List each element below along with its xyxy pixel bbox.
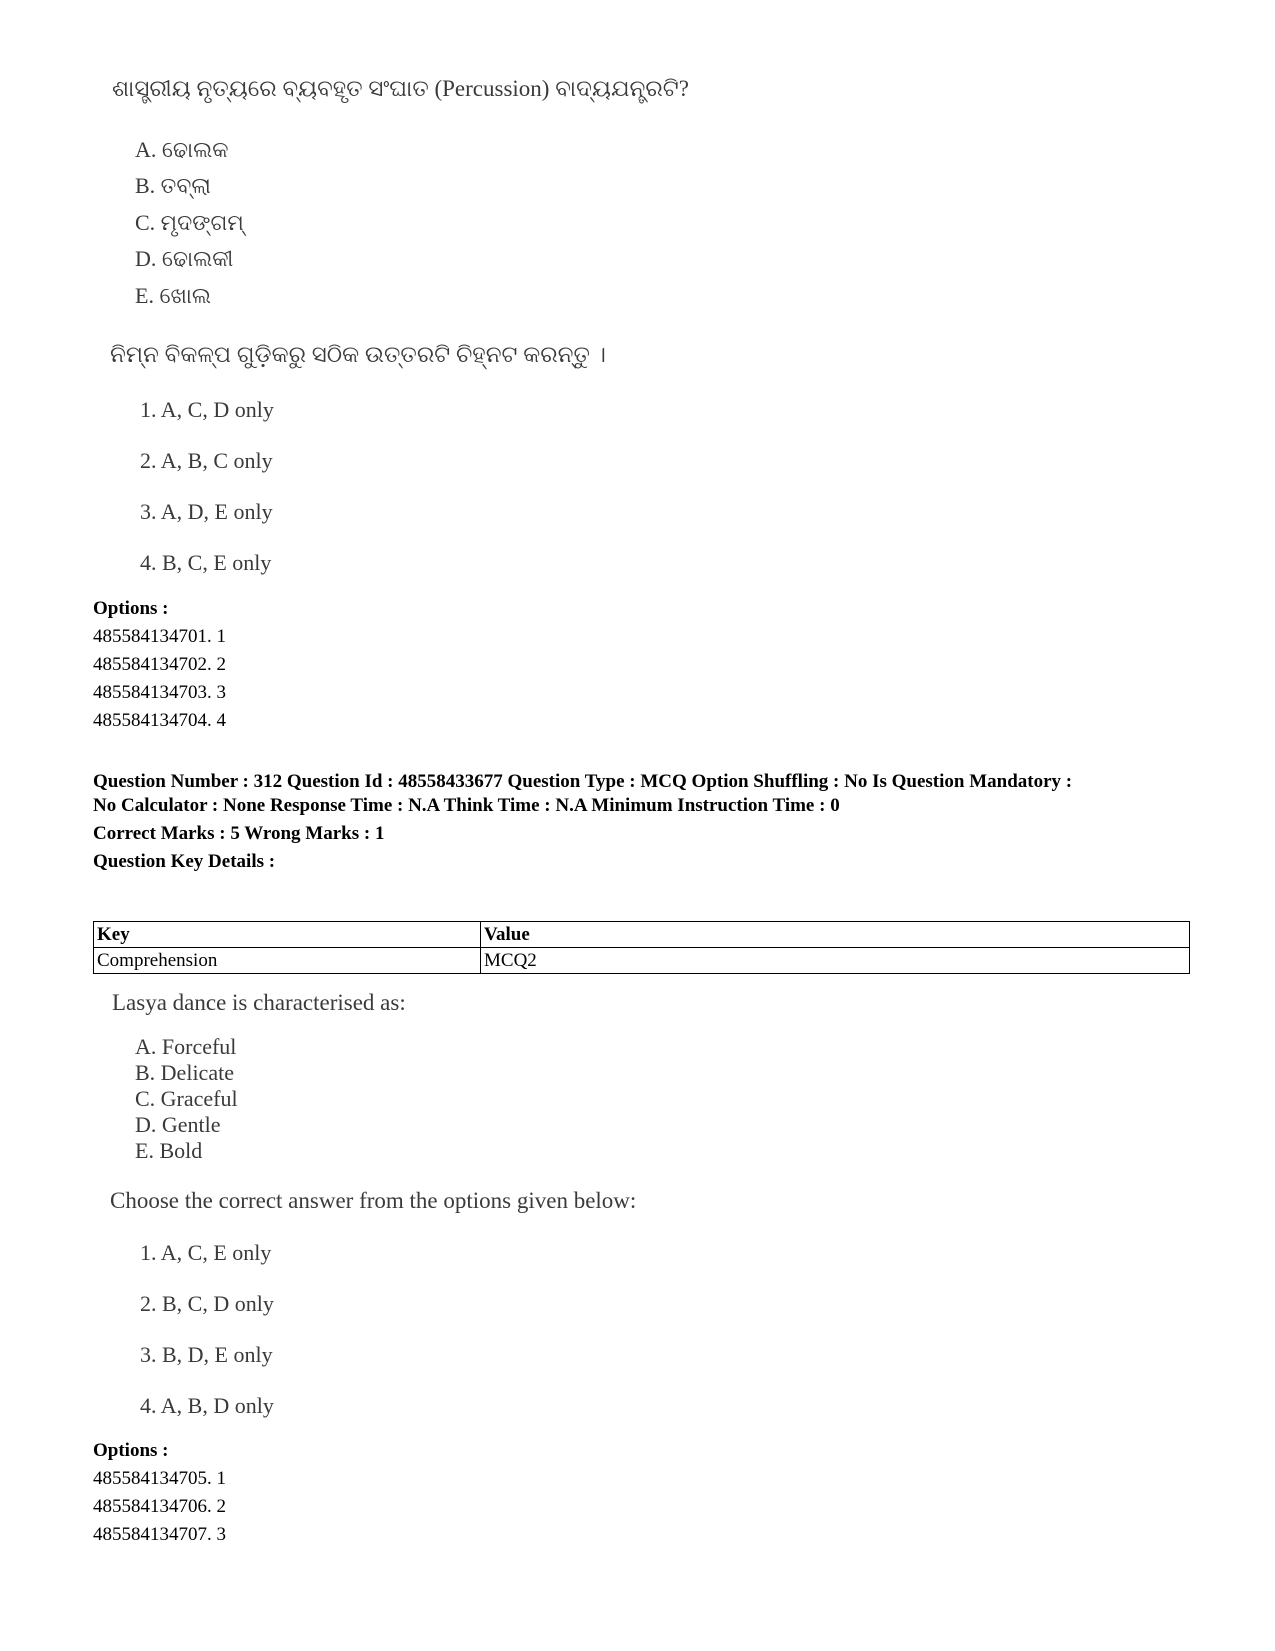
q1-choice-2: 2. A, B, C only — [140, 448, 273, 473]
q2-choice-1: 1. A, C, E only — [140, 1240, 272, 1265]
q2-question-text: Lasya dance is characterised as: — [112, 990, 406, 1015]
q2-item-b: B. Delicate — [135, 1060, 234, 1085]
q1-options-label: Options : — [93, 598, 169, 619]
q1-item-c: C. ମୃଦଙ୍ଗମ୍ — [135, 210, 244, 235]
q1-choice-1: 1. A, C, D only — [140, 397, 274, 422]
question-key-table — [93, 921, 1190, 974]
q2-meta-line-1: Question Number : 312 Question Id : 48558433677 Question Type : MCQ Option Shuffling : No Is Question Mandatory : — [93, 771, 1073, 792]
key-table-header-row — [94, 922, 1190, 948]
q2-choice-2: 2. B, C, D only — [140, 1291, 274, 1316]
q2-choice-4: 4. A, B, D only — [140, 1393, 274, 1418]
key-cell: Comprehension — [94, 948, 481, 974]
q1-instruction: ନିମ୍ନ ବିକଳ୍ପ ଗୁଡ଼ିକରୁ ସଠିକ ଉତ୍ତରଟି ଚିହ୍ନଟ କରନ୍ତୁ । — [110, 342, 607, 367]
q2-item-d: D. Gentle — [135, 1112, 221, 1137]
q1-item-b: B. ତବ୍ଲା — [135, 173, 211, 198]
q2-item-e: E. Bold — [135, 1138, 203, 1163]
q2-option-id-3: 485584134707. 3 — [93, 1524, 226, 1545]
q1-option-id-4: 485584134704. 4 — [93, 710, 226, 731]
q2-option-id-2: 485584134706. 2 — [93, 1496, 226, 1517]
q1-option-id-3: 485584134703. 3 — [93, 682, 226, 703]
q1-question-text: ଶାସ୍ତ୍ରୀୟ ନୃତ୍ୟରେ ବ୍ୟବହୃତ ସଂଘାତ (Percussion) ବାଦ୍ୟଯନ୍ତ୍ରଟି? — [112, 76, 689, 101]
q1-choice-3: 3. A, D, E only — [140, 499, 273, 524]
q2-meta-line-2: No Calculator : None Response Time : N.A Think Time : N.A Minimum Instruction Time : 0 — [93, 795, 840, 816]
q2-item-c: C. Graceful — [135, 1086, 238, 1111]
q1-item-d: D. ଢୋଲକୀ — [135, 246, 234, 271]
q1-item-a: A. ଢୋଲକ — [135, 137, 229, 162]
q1-item-e: E. ଖୋଲ — [135, 283, 212, 308]
q1-option-id-1: 485584134701. 1 — [93, 626, 226, 647]
q2-item-a: A. Forceful — [135, 1034, 237, 1059]
q2-key-details-label: Question Key Details : — [93, 851, 276, 872]
q2-option-id-1: 485584134705. 1 — [93, 1468, 226, 1489]
q2-marks: Correct Marks : 5 Wrong Marks : 1 — [93, 823, 385, 844]
q2-options-label: Options : — [93, 1440, 169, 1461]
q2-choice-3: 3. B, D, E only — [140, 1342, 273, 1367]
q1-option-id-2: 485584134702. 2 — [93, 654, 226, 675]
q1-choice-4: 4. B, C, E only — [140, 550, 272, 575]
value-cell: MCQ2 — [481, 948, 1190, 974]
q2-instruction: Choose the correct answer from the options given below: — [110, 1188, 637, 1213]
table-row — [94, 948, 1190, 974]
key-header: Key — [94, 922, 481, 948]
value-header: Value — [481, 922, 1190, 948]
